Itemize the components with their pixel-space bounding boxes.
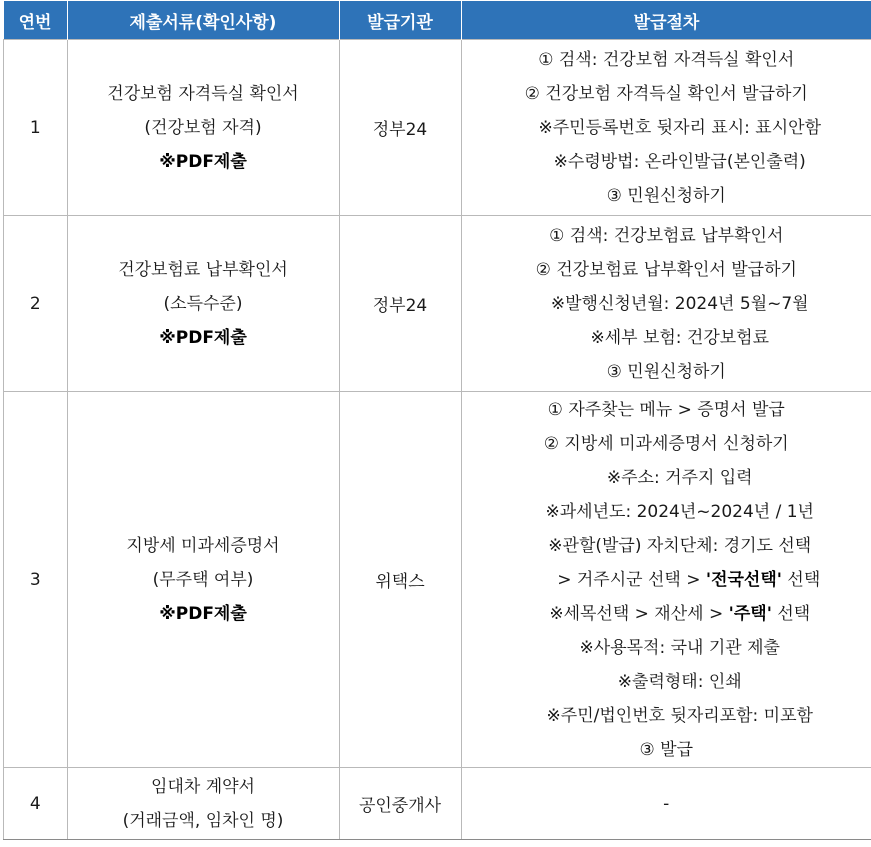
procedure-step: ③ 민원신청하기 <box>606 185 726 206</box>
procedure-step: ③ 민원신청하기 <box>606 361 726 382</box>
document-detail: (소득수준) <box>163 293 243 314</box>
procedure-text: 선택 <box>787 569 821 590</box>
procedure-text: > 거주시군 선택 > <box>557 569 701 590</box>
procedure-note: ※과세년도: 2024년~2024년 / 1년 <box>545 501 814 522</box>
row-number: 4 <box>4 768 68 840</box>
header-agency: 발급기관 <box>339 1 461 40</box>
table-row <box>4 392 871 768</box>
procedure-step: ① 자주찾는 메뉴 > 증명서 발급 <box>547 399 785 420</box>
pdf-note: ※PDF제출 <box>159 151 247 172</box>
table-row <box>4 216 871 392</box>
procedure-text: ※세목선택 > 재산세 > <box>549 603 724 624</box>
procedure-cell <box>461 40 871 216</box>
document-cell <box>67 392 339 768</box>
procedure-note: ※관할(발급) 자치단체: 경기도 선택 <box>548 535 812 556</box>
procedure-note-continuation <box>462 563 871 597</box>
highlight-text: '주택' <box>728 603 772 624</box>
procedure-text: 선택 <box>777 603 811 624</box>
document-detail: (무주택 여부) <box>152 569 254 590</box>
procedure-step: ③ 발급 <box>639 739 693 760</box>
procedure-note: ※주민/법인번호 뒷자리포함: 미포함 <box>546 705 813 726</box>
header-procedure: 발급절차 <box>461 1 871 40</box>
document-name: 건강보험료 납부확인서 <box>118 259 288 280</box>
row-number: 3 <box>4 392 68 768</box>
document-name: 지방세 미과세증명서 <box>126 535 280 556</box>
row-number: 2 <box>4 216 68 392</box>
procedure-step: ② 지방세 미과세증명서 신청하기 <box>543 433 789 454</box>
document-name: 건강보험 자격득실 확인서 <box>107 83 299 104</box>
highlight-text: '전국선택' <box>705 569 782 590</box>
document-detail: (건강보험 자격) <box>144 117 262 138</box>
document-cell <box>67 216 339 392</box>
procedure-step: ① 검색: 건강보험 자격득실 확인서 <box>538 49 795 70</box>
procedure-note: ※발행신청년월: 2024년 5월~7월 <box>550 293 809 314</box>
documents-table <box>3 1 871 840</box>
procedure-note: ※주민등록번호 뒷자리 표시: 표시안함 <box>538 117 821 138</box>
agency-cell: 정부24 <box>339 40 461 216</box>
procedure-note: ※세부 보험: 건강보험료 <box>590 327 770 348</box>
procedure-step: ② 건강보험 자격득실 확인서 발급하기 <box>524 83 808 104</box>
pdf-note: ※PDF제출 <box>159 327 247 348</box>
procedure-note: ※주소: 거주지 입력 <box>606 467 753 488</box>
agency-cell: 정부24 <box>339 216 461 392</box>
table-row <box>4 40 871 216</box>
row-number: 1 <box>4 40 68 216</box>
table-header-row <box>4 1 871 40</box>
agency-cell: 공인중개사 <box>339 768 461 840</box>
header-document: 제출서류(확인사항) <box>67 1 339 40</box>
pdf-note: ※PDF제출 <box>159 603 247 624</box>
table-row <box>4 768 871 840</box>
document-detail: (거래금액, 임차인 명) <box>122 810 284 831</box>
procedure-note <box>462 597 871 631</box>
procedure-cell <box>461 392 871 768</box>
procedure-step: ① 검색: 건강보험료 납부확인서 <box>549 225 784 246</box>
procedure-cell <box>461 216 871 392</box>
procedure-note: ※수령방법: 온라인발급(본인출력) <box>553 151 806 172</box>
agency-cell: 위택스 <box>339 392 461 768</box>
procedure-cell: - <box>461 768 871 840</box>
procedure-note: ※사용목적: 국내 기관 제출 <box>579 637 780 658</box>
header-no: 연번 <box>4 1 68 40</box>
document-name: 임대차 계약서 <box>151 776 255 797</box>
document-cell <box>67 768 339 840</box>
procedure-note: ※출력형태: 인쇄 <box>617 671 742 692</box>
document-cell <box>67 40 339 216</box>
procedure-step: ② 건강보험료 납부확인서 발급하기 <box>535 259 797 280</box>
